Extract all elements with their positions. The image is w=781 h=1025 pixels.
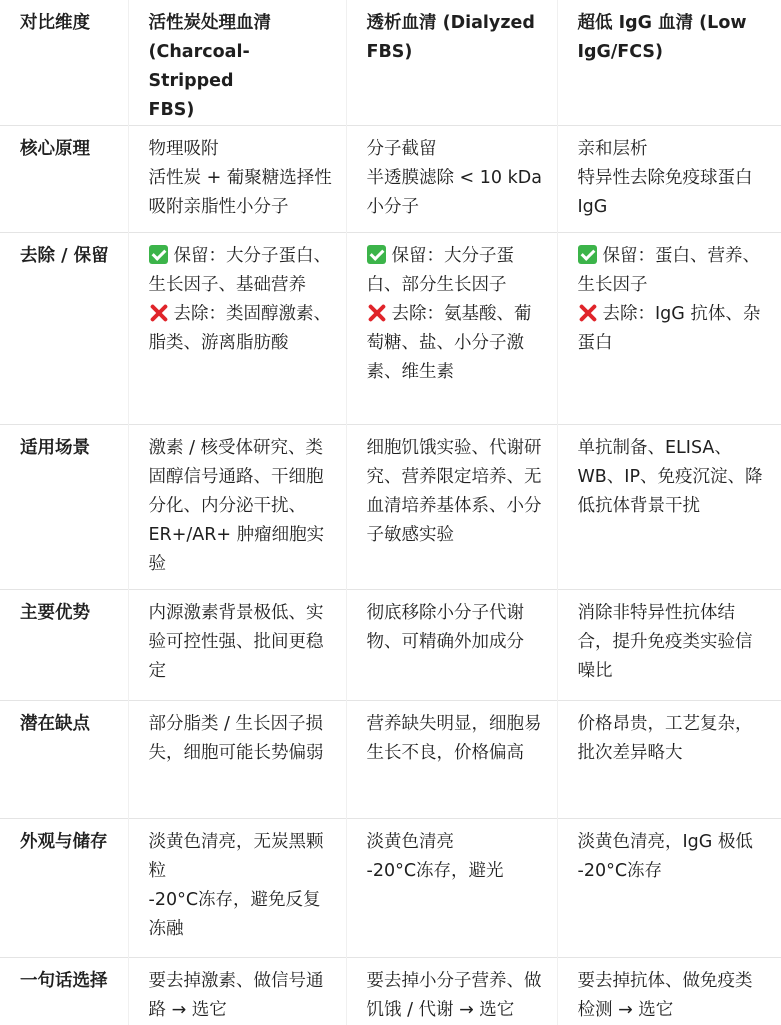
cell-line: 去除：IgG 抗体、杂蛋白 — [578, 300, 770, 358]
cell-line: 亲和层析 — [578, 135, 770, 164]
check-mark-icon — [149, 245, 168, 264]
cell-line: 吸附亲脂性小分子 — [149, 193, 334, 222]
cross-mark-icon — [367, 303, 386, 322]
header-dimension: 对比维度 — [0, 0, 128, 126]
cell-line: 特异性去除免疫球蛋白 — [578, 164, 770, 193]
check-mark-icon — [578, 245, 597, 264]
header-row — [0, 0, 781, 126]
cell-line: 活性炭 + 葡聚糖选择性 — [149, 164, 334, 193]
cell-line: 激素 / 核受体研究、类固醇信号通路、干细胞分化、内分泌干扰、ER+/AR+ 肿瘤细胞实验 — [149, 434, 334, 579]
table-row — [0, 590, 781, 701]
cell-line: 淡黄色清亮 — [367, 828, 545, 857]
row-label: 去除 / 保留 — [0, 233, 128, 425]
table-cell — [346, 126, 557, 233]
table-cell — [346, 590, 557, 701]
cell-line: 物理吸附 — [149, 135, 334, 164]
header-charcoal-stripped: 活性炭处理血清 (Charcoal-Stripped FBS) — [128, 0, 346, 126]
cell-line: -20°C冻存，避免反复冻融 — [149, 886, 334, 944]
table-row — [0, 233, 781, 425]
table-cell — [128, 233, 346, 425]
table-cell — [128, 126, 346, 233]
table-cell — [128, 701, 346, 819]
row-label: 核心原理 — [0, 126, 128, 233]
cross-mark-icon — [149, 303, 168, 322]
cell-line: 要去掉小分子营养、做饥饿 / 代谢 → 选它 — [367, 967, 545, 1025]
table-row — [0, 958, 781, 1025]
cell-line: 部分脂类 / 生长因子损失，细胞可能长势偏弱 — [149, 710, 334, 768]
table-row — [0, 819, 781, 958]
table-cell — [128, 590, 346, 701]
table-cell — [346, 701, 557, 819]
row-label: 一句话选择 — [0, 958, 128, 1025]
header-dialyzed: 透析血清 (Dialyzed FBS) — [346, 0, 557, 126]
cross-mark-icon — [578, 303, 597, 322]
row-label: 适用场景 — [0, 425, 128, 590]
table-row — [0, 701, 781, 819]
table-cell — [557, 819, 781, 958]
check-mark-icon — [367, 245, 386, 264]
header-low-igg: 超低 IgG 血清 (Low IgG/FCS) — [557, 0, 781, 126]
cell-line: 淡黄色清亮，无炭黑颗粒 — [149, 828, 334, 886]
table-cell — [346, 233, 557, 425]
cell-line: 内源激素背景极低、实验可控性强、批间更稳定 — [149, 599, 334, 686]
table-cell — [128, 819, 346, 958]
table-row — [0, 425, 781, 590]
cell-line: 要去掉激素、做信号通路 → 选它 — [149, 967, 334, 1025]
table-cell — [557, 126, 781, 233]
cell-line: 去除：氨基酸、葡萄糖、盐、小分子激素、维生素 — [367, 300, 545, 387]
cell-line: 保留：蛋白、营养、生长因子 — [578, 242, 770, 300]
table-cell — [557, 590, 781, 701]
table-row — [0, 126, 781, 233]
table-cell — [557, 958, 781, 1025]
cell-line: 消除非特异性抗体结合，提升免疫类实验信噪比 — [578, 599, 770, 686]
table-cell — [557, 701, 781, 819]
table-cell — [128, 425, 346, 590]
cell-line: 分子截留 — [367, 135, 545, 164]
cell-line: -20°C冻存，避光 — [367, 857, 545, 886]
cell-line: 价格昂贵，工艺复杂，批次差异略大 — [578, 710, 770, 768]
cell-line: 保留：大分子蛋白、生长因子、基础营养 — [149, 242, 334, 300]
cell-line: 彻底移除小分子代谢物、可精确外加成分 — [367, 599, 545, 657]
cell-line: 淡黄色清亮，IgG 极低 — [578, 828, 770, 857]
cell-line: 去除：类固醇激素、脂类、游离脂肪酸 — [149, 300, 334, 358]
cell-line: 单抗制备、ELISA、WB、IP、免疫沉淀、降低抗体背景干扰 — [578, 434, 770, 521]
table-cell — [346, 819, 557, 958]
row-label: 主要优势 — [0, 590, 128, 701]
table-cell — [128, 958, 346, 1025]
cell-line: 半透膜滤除 < 10 kDa — [367, 164, 545, 193]
cell-line: 小分子 — [367, 193, 545, 222]
row-label: 外观与储存 — [0, 819, 128, 958]
cell-line: IgG — [578, 193, 770, 222]
table-cell — [346, 425, 557, 590]
cell-line: 保留：大分子蛋白、部分生长因子 — [367, 242, 545, 300]
table-cell — [557, 425, 781, 590]
cell-line: -20°C冻存 — [578, 857, 770, 886]
table-cell — [346, 958, 557, 1025]
row-label: 潜在缺点 — [0, 701, 128, 819]
cell-line: 营养缺失明显，细胞易生长不良，价格偏高 — [367, 710, 545, 768]
cell-line: 要去掉抗体、做免疫类检测 → 选它 — [578, 967, 770, 1025]
table-cell — [557, 233, 781, 425]
cell-line: 细胞饥饿实验、代谢研究、营养限定培养、无血清培养基体系、小分子敏感实验 — [367, 434, 545, 550]
